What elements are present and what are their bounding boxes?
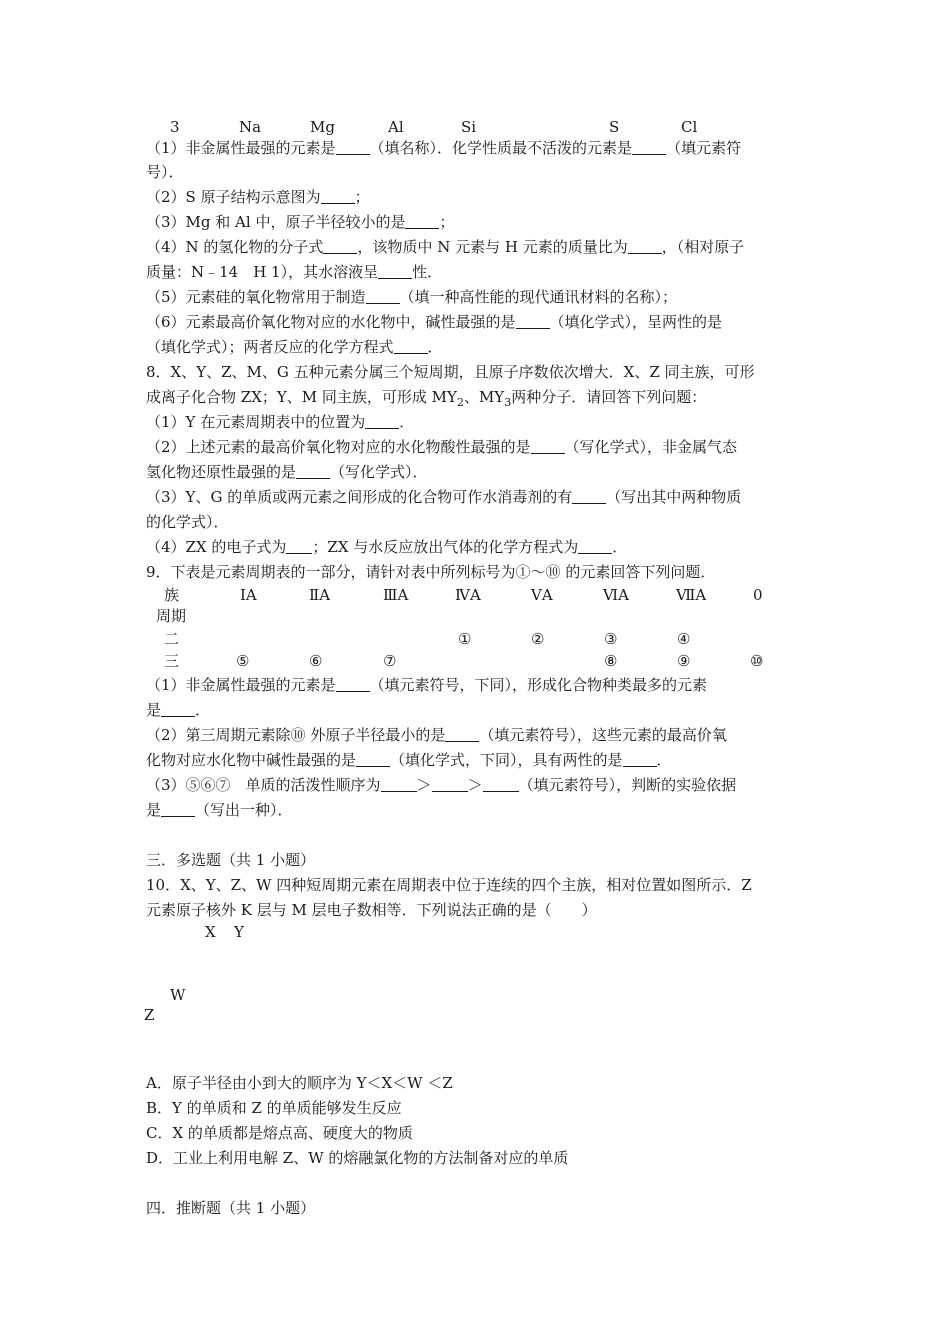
section-4-title: 四．推断题（共 1 小题） [146, 1199, 316, 1217]
element-marker: ② [531, 630, 545, 648]
q8-stem: 8．X、Y、Z、M、G 五种元素分属三个短周期，且原子序数依次增大．X、Z 同主族，可形 [146, 363, 755, 381]
option-c: C．X 的单质都是熔点高、硬度大的物质 [146, 1124, 413, 1142]
q7-part-2: （2）S 原子结构示意图为 ； [146, 188, 370, 206]
option-d: D．工业上利用电解 Z、W 的熔融氯化物的方法制备对应的单质 [146, 1149, 569, 1167]
q9-part-3-cont: 是 （写出一种）． [146, 801, 293, 819]
element-cell: Si [461, 118, 477, 136]
q8-part-3: （3）Y、G 的单质或两元素之间形成的化合物可作水消毒剂的有 （写出其中两种物质 [146, 488, 742, 506]
q9-part-2: （2）第三周期元素除⑩ 外原子半径最小的是 （填元素符号），这些元素的最高价氧 [146, 726, 727, 744]
figure-label-x: X [205, 923, 216, 941]
q7-part-4-cont: 质量：N﹣14 H 1），其水溶液呈 性． [146, 263, 443, 281]
header-cell: ⅡA [309, 586, 331, 604]
q9-stem: 9．下表是元素周期表的一部分，请针对表中所列标号为①～⑩ 的元素回答下列问题． [146, 563, 716, 581]
header-cell: ⅤA [531, 586, 553, 604]
figure-label-w: W [170, 986, 186, 1004]
q8-part-1: （1）Y 在元素周期表中的位置为 ． [146, 413, 415, 431]
q8-part-2-cont: 氢化物还原性最强的是 （写化学式）． [146, 463, 428, 481]
header-cell: ⅢA [383, 586, 409, 604]
element-marker: ⑦ [383, 652, 397, 670]
header-period: 周期 [156, 607, 187, 625]
header-cell: 0 [753, 586, 763, 604]
element-marker: ⑨ [677, 652, 691, 670]
q8-part-4: （4）ZX 的电子式为 ；ZX 与水反应放出气体的化学方程式为 ． [146, 538, 628, 556]
q10-stem-cont: 元素原子核外 K 层与 M 层电子数相等．下列说法正确的是（ ） [146, 901, 597, 919]
q10-stem: 10．X、Y、Z、W 四种短周期元素在周期表中位于连续的四个主族，相对位置如图所示．Z [146, 876, 752, 894]
element-marker: ⑤ [236, 652, 250, 670]
header-cell: IA [240, 586, 257, 604]
element-marker: ③ [604, 630, 618, 648]
q7-part-3: （3）Mg 和 Al 中，原子半径较小的是 ； [146, 213, 455, 231]
option-a: A．原子半径由小到大的顺序为 Y＜X＜W ＜Z [146, 1074, 453, 1092]
element-marker: ⑩ [750, 652, 764, 670]
figure-label-z: Z [144, 1006, 155, 1024]
element-cell: Al [388, 118, 404, 136]
q8-part-3-cont: 的化学式）． [146, 513, 229, 531]
period-2-label: 二 [164, 630, 180, 648]
q7-part-6: （6）元素最高价氧化物对应的水化物中，碱性最强的是 （填化学式），呈两性的是 [146, 313, 723, 331]
header-cell: ⅦA [676, 586, 707, 604]
element-marker: ④ [677, 630, 691, 648]
element-cell: Na [239, 118, 262, 136]
q7-part-5: （5）元素硅的氧化物常用于制造 （填一种高性能的现代通讯材料的名称）； [146, 288, 678, 306]
q9-part-1-cont: 是 ． [146, 701, 211, 719]
header-group: 族 [164, 586, 180, 604]
section-3-title: 三．多选题（共 1 小题） [146, 851, 316, 869]
q7-part-1: （1）非金属性最强的元素是 （填名称）．化学性质最不活泼的元素是 （填元素符 [146, 139, 742, 157]
element-cell: Cl [681, 118, 698, 136]
q7-part-6-cont: （填化学式）；两者反应的化学方程式 ． [146, 338, 443, 356]
element-cell: Mg [310, 118, 335, 136]
period-3-label: 三 [164, 652, 180, 670]
element-marker: ⑧ [604, 652, 618, 670]
figure-label-y: Y [234, 923, 244, 941]
header-cell: ⅥA [603, 586, 629, 604]
q9-part-1: （1）非金属性最强的元素是 （填元素符号，下同），形成化合物种类最多的元素 [146, 676, 708, 694]
header-cell: ⅣA [455, 586, 481, 604]
period-3-label: 3 [170, 118, 180, 136]
option-b: B．Y 的单质和 Z 的单质能够发生反应 [146, 1099, 402, 1117]
q7-part-4: （4）N 的氢化物的分子式 ，该物质中 N 元素与 H 元素的质量比为 ，（相对原子 [146, 238, 745, 256]
q8-part-2: （2）上述元素的最高价氧化物对应的水化物酸性最强的是 （写化学式），非金属气态 [146, 438, 738, 456]
element-marker: ① [458, 630, 472, 648]
element-marker: ⑥ [309, 652, 323, 670]
q8-stem-cont: 成离子化合物 ZX；Y、M 同主族，可形成 $MY_2$、$MY_3$两种分子．请回答下列问题： [146, 388, 707, 409]
element-cell: S [609, 118, 620, 136]
q9-part-2-cont: 化物对应水化物中碱性最强的是 （填化学式，下同），具有两性的是 ． [146, 751, 672, 769]
q9-part-3: （3）⑤⑥⑦ 单质的活泼性顺序为 ＞ ＞ （填元素符号），判断的实验依据 [146, 776, 737, 794]
q7-part-1-cont: 号）． [146, 163, 184, 181]
